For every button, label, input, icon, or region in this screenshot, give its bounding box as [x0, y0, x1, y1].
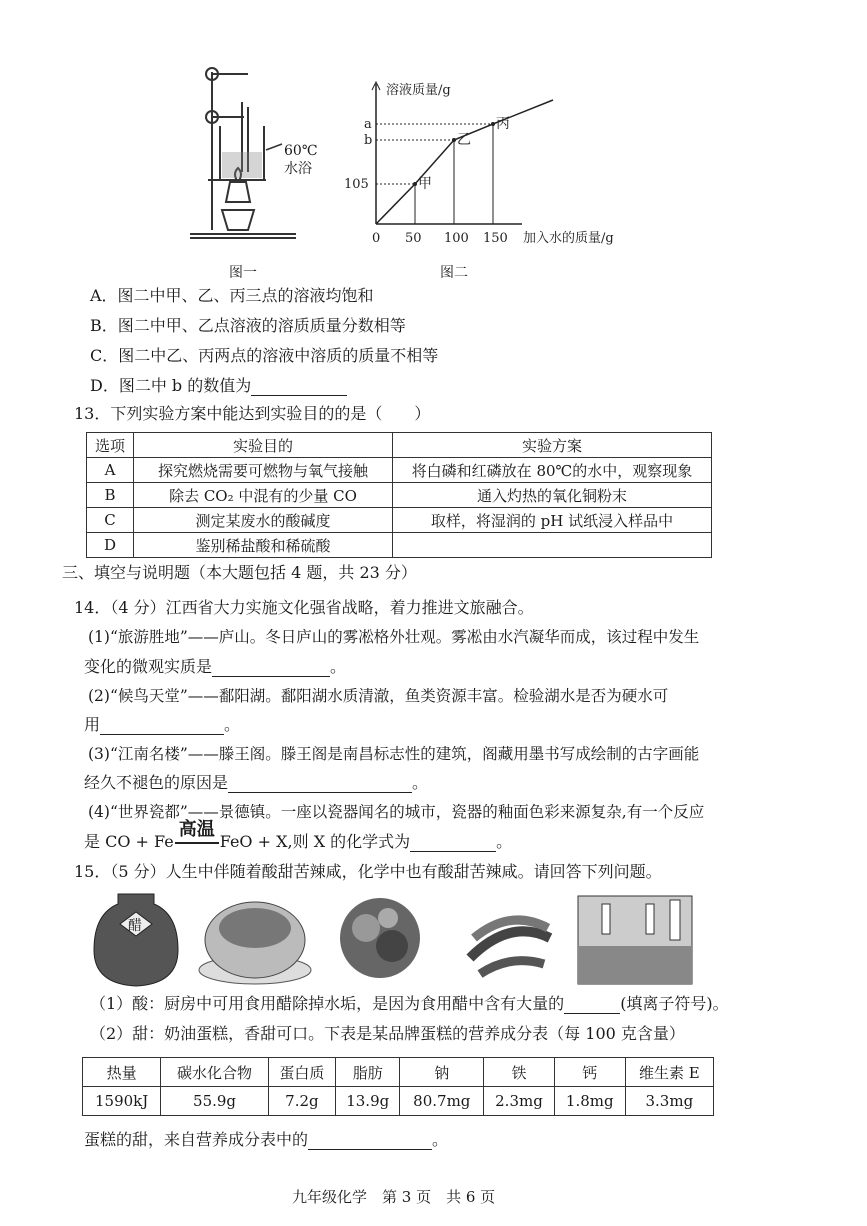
q14-p2a: (2)“候鸟天堂”——鄱阳湖。鄱阳湖水质清澈，鱼类资源丰富。检验湖水是否为硬水可	[88, 687, 669, 705]
q14-p4b-pre: 是 CO + Fe	[84, 832, 174, 851]
period: 。	[412, 773, 429, 792]
q15-p1	[90, 994, 729, 1014]
header-calcium: 钙	[554, 1058, 625, 1087]
q15-p3	[84, 1130, 448, 1150]
period: 。	[496, 832, 513, 851]
answer-blank[interactable]	[564, 997, 620, 1014]
x-axis-label: 加入水的质量/g	[523, 231, 614, 246]
cake-image	[196, 888, 314, 988]
reaction-condition: 高温	[178, 819, 215, 840]
header-purpose: 实验目的	[134, 433, 393, 458]
answer-blank[interactable]	[410, 835, 496, 852]
fig1-bath-label: 水浴	[284, 161, 312, 177]
q14-stem: 14．（4 分）江西省大力实施文化强省战略，着力推进文旅融合。	[74, 598, 534, 617]
cell-plan	[393, 533, 712, 558]
section-3-heading: 三、填空与说明题（本大题包括 4 题，共 23 分）	[62, 563, 417, 582]
cell-purpose: 探究燃烧需要可燃物与氧气接触	[134, 458, 393, 483]
header-energy: 热量	[83, 1058, 161, 1087]
cell-purpose: 测定某废水的酸碱度	[134, 508, 393, 533]
q14-p3b-text: 经久不褪色的原因是	[84, 773, 229, 792]
q14-p4b	[84, 819, 513, 852]
point-label: 丙	[496, 116, 510, 132]
point-label: 乙	[457, 132, 471, 148]
value-vitamin-e: 3.3mg	[625, 1087, 713, 1116]
value-carbs: 55.9g	[161, 1087, 269, 1116]
answer-blank[interactable]	[251, 379, 347, 396]
value-fat: 13.9g	[335, 1087, 400, 1116]
value-iron: 2.3mg	[484, 1087, 555, 1116]
q13-table	[86, 432, 712, 558]
table-row	[83, 1087, 714, 1116]
q12-option-d	[90, 376, 347, 396]
q12-option-a: A．图二中甲、乙、丙三点的溶液均饱和	[90, 286, 374, 305]
table-header-row	[87, 433, 712, 458]
q14-p1b-text: 变化的微观实质是	[84, 657, 213, 676]
header-sodium: 钠	[400, 1058, 484, 1087]
point-label: 甲	[418, 176, 432, 192]
nutrition-table	[82, 1057, 714, 1116]
table-row	[87, 458, 712, 483]
q14-p4a: (4)“世界瓷都”——景德镇。一座以瓷器闻名的城市，瓷器的釉面色彩来源复杂,有一个反应	[88, 803, 705, 821]
x-tick-label: 100	[444, 231, 469, 246]
cell-purpose: 除去 CO₂ 中混有的少量 CO	[134, 483, 393, 508]
salt-lake-image	[576, 888, 694, 988]
header-option: 选项	[87, 433, 134, 458]
value-calcium: 1.8mg	[554, 1087, 625, 1116]
fig2-caption: 图二	[440, 265, 468, 281]
header-iron: 铁	[484, 1058, 555, 1087]
q15-p2: （2）甜：奶油蛋糕，香甜可口。下表是某品牌蛋糕的营养成分表（每 100 克含量）	[90, 1024, 685, 1043]
reaction-arrow	[174, 819, 220, 852]
q15-p1-text: （1）酸：厨房中可用食用醋除掉水垢，是因为食用醋中含有大量的	[90, 994, 565, 1013]
cell-purpose: 鉴别稀盐酸和稀硫酸	[134, 533, 393, 558]
period: 。	[432, 1130, 449, 1149]
period: 。	[224, 715, 241, 734]
answer-blank[interactable]	[212, 660, 330, 677]
q14-p2b-text: 用	[84, 715, 101, 734]
solution-mass-line	[376, 100, 553, 224]
q15-p3-text: 蛋糕的甜，来自营养成分表中的	[84, 1130, 309, 1149]
q14-p1a: (1)“旅游胜地”——庐山。冬日庐山的雾凇格外壮观。雾凇由水汽凝华而成，该过程中发生	[88, 628, 700, 646]
period: 。	[330, 657, 347, 676]
header-fat: 脂肪	[335, 1058, 400, 1087]
jar-char: 醋	[128, 918, 142, 934]
x-tick-label: 150	[483, 231, 508, 246]
answer-blank[interactable]	[228, 776, 412, 793]
figure-2-chart	[340, 78, 640, 258]
table-row	[87, 508, 712, 533]
q14-p3b	[84, 773, 428, 793]
cell-option: A	[87, 458, 134, 483]
header-protein: 蛋白质	[268, 1058, 335, 1087]
answer-blank[interactable]	[308, 1133, 432, 1150]
q14-p4b-mid: FeO + X,则 X 的化学式为	[219, 832, 411, 851]
q12-option-c: C．图二中乙、丙两点的溶液中溶质的质量不相等	[90, 346, 439, 365]
y-tick-label: 105	[344, 177, 369, 192]
q14-p2b	[84, 715, 240, 735]
vinegar-jar-image	[90, 888, 182, 988]
cell-plan: 通入灼热的氧化铜粉末	[393, 483, 712, 508]
cell-option: D	[87, 533, 134, 558]
fig1-temp-label: 60℃	[284, 143, 318, 159]
q15-stem: 15．（5 分）人生中伴随着酸甜苦辣咸，化学中也有酸甜苦辣咸。请回答下列问题。	[74, 862, 662, 881]
value-energy: 1590kJ	[83, 1087, 161, 1116]
x-tick-label: 50	[405, 231, 422, 246]
table-header-row	[83, 1058, 714, 1087]
y-tick-label: a	[364, 117, 372, 132]
table-row	[87, 533, 712, 558]
header-plan: 实验方案	[393, 433, 712, 458]
q15-p1-end: (填离子符号)。	[620, 994, 729, 1013]
x-tick-label: 0	[372, 231, 381, 246]
value-protein: 7.2g	[268, 1087, 335, 1116]
cell-plan: 将白磷和红磷放在 80℃的水中，观察现象	[393, 458, 712, 483]
chili-image	[460, 888, 560, 988]
table-row	[87, 483, 712, 508]
q14-p3a: (3)“江南名楼”——滕王阁。滕王阁是南昌标志性的建筑，阁藏用墨书写成绘制的古字画能	[88, 745, 700, 763]
answer-blank[interactable]	[100, 718, 224, 735]
y-axis-label: 溶液质量/g	[386, 83, 451, 98]
page-footer: 九年级化学 第 3 页 共 6 页	[292, 1188, 496, 1206]
q12-option-d-text: D．图二中 b 的数值为	[90, 376, 252, 395]
q13-stem: 13．下列实验方案中能达到实验目的的是（ ）	[74, 404, 431, 423]
header-vitamin-e: 维生素 E	[625, 1058, 713, 1087]
cell-plan: 取样，将湿润的 pH 试纸浸入样品中	[393, 508, 712, 533]
value-sodium: 80.7mg	[400, 1087, 484, 1116]
cell-option: C	[87, 508, 134, 533]
header-carbs: 碳水化合物	[161, 1058, 269, 1087]
cell-option: B	[87, 483, 134, 508]
q12-option-b: B．图二中甲、乙点溶液的溶质质量分数相等	[90, 316, 406, 335]
y-tick-label: b	[364, 133, 373, 148]
bitter-melon-image	[330, 888, 430, 988]
fig1-caption: 图一	[229, 265, 257, 281]
q14-p1b	[84, 657, 346, 677]
